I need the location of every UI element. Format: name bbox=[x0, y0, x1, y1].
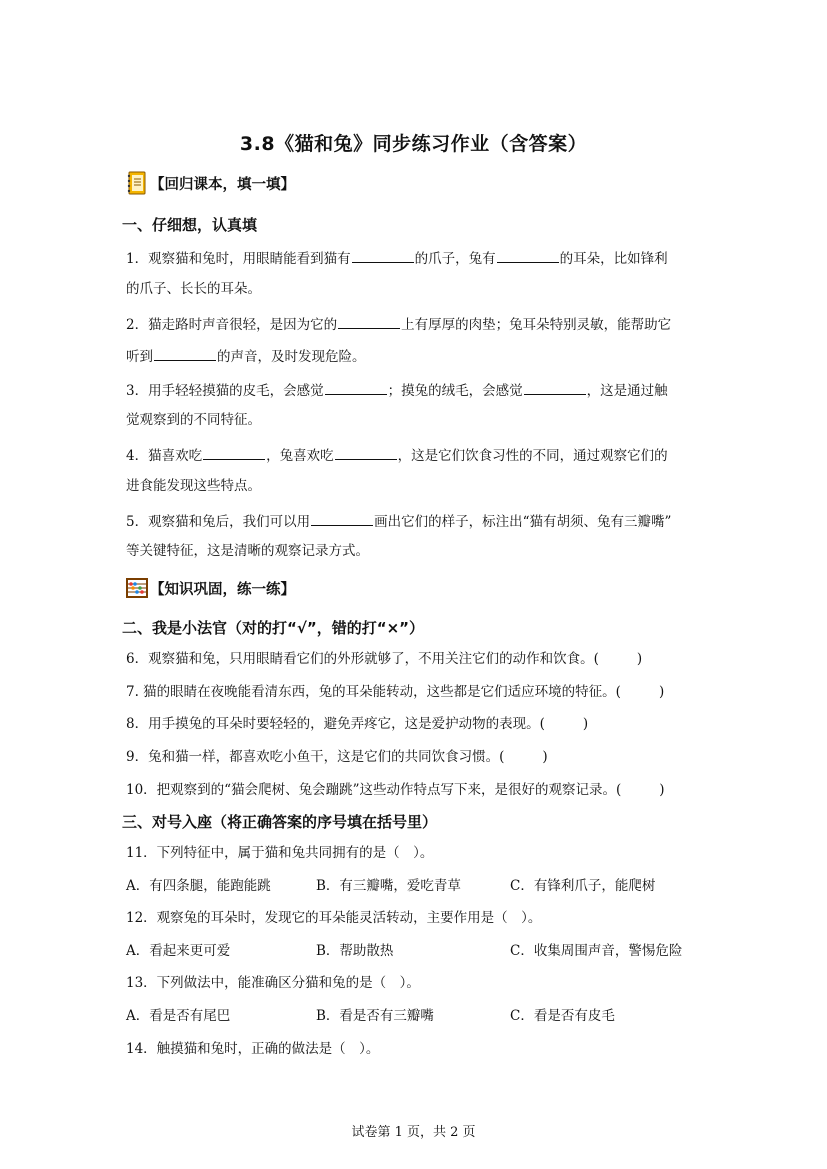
question-3-cont: 觉观察到的不同特征。 bbox=[126, 412, 261, 428]
answer-blank[interactable] bbox=[154, 345, 216, 361]
option-b[interactable]: B．有三瓣嘴，爱吃青草 bbox=[316, 878, 461, 894]
option-b[interactable]: B．看是否有三瓣嘴 bbox=[316, 1008, 434, 1024]
question-9: 9．兔和猫一样，都喜欢吃小鱼干，这是它们的共同饮食习惯。( ) bbox=[126, 749, 548, 765]
question-5-cont: 等关键特征，这是清晰的观察记录方式。 bbox=[126, 543, 369, 559]
question-1-cont: 的爪子、长长的耳朵。 bbox=[126, 281, 261, 297]
answer-blank[interactable] bbox=[352, 247, 414, 263]
answer-blank[interactable] bbox=[335, 444, 397, 460]
question-2-cont: 听到 的声音，及时发现危险。 bbox=[126, 345, 366, 366]
banner-label: 【知识巩固，练一练】 bbox=[150, 581, 295, 598]
option-a[interactable]: A．有四条腿，能跑能跳 bbox=[126, 878, 271, 894]
notebook-icon bbox=[126, 171, 148, 195]
option-b[interactable]: B．帮助散热 bbox=[316, 943, 394, 959]
question-14: 14．触摸猫和兔时，正确的做法是（ ）。 bbox=[126, 1041, 380, 1057]
answer-blank[interactable] bbox=[497, 247, 559, 263]
question-10: 10．把观察到的“猫会爬树、兔会蹦跳”这些动作特点写下来，是很好的观察记录。( ) bbox=[126, 782, 665, 798]
section-heading-true-false: 二、我是小法官（对的打“√”，错的打“×”） bbox=[122, 619, 425, 637]
question-3: 3．用手轻轻摸猫的皮毛，会感觉 ；摸兔的绒毛，会感觉 ，这是通过触 bbox=[126, 379, 668, 400]
question-5: 5．观察猫和兔后，我们可以用 画出它们的样子，标注出“猫有胡须、兔有三瓣嘴” bbox=[126, 510, 671, 531]
question-7: 7. 猫的眼睛在夜晚能看清东西，兔的耳朵能转动，这些都是它们适应环境的特征。( ) bbox=[126, 684, 665, 700]
section-heading-fill: 一、仔细想，认真填 bbox=[122, 216, 258, 234]
abacus-icon bbox=[126, 576, 148, 600]
section-heading-multiple-choice: 三、对号入座（将正确答案的序号填在括号里） bbox=[122, 813, 438, 831]
option-c[interactable]: C．有锋利爪子，能爬树 bbox=[510, 878, 656, 894]
question-12: 12．观察兔的耳朵时，发现它的耳朵能灵活转动，主要作用是（ ）。 bbox=[126, 910, 542, 926]
question-6: 6．观察猫和兔，只用眼睛看它们的外形就够了，不用关注它们的动作和饮食。( ) bbox=[126, 651, 643, 667]
question-11-options bbox=[126, 877, 706, 895]
section-banner-review bbox=[126, 171, 295, 195]
option-c[interactable]: C．看是否有皮毛 bbox=[510, 1008, 615, 1024]
option-a[interactable]: A．看是否有尾巴 bbox=[126, 1008, 231, 1024]
answer-blank[interactable] bbox=[325, 379, 387, 395]
option-a[interactable]: A．看起来更可爱 bbox=[126, 943, 231, 959]
question-13-options bbox=[126, 1007, 706, 1025]
answer-blank[interactable] bbox=[338, 313, 400, 329]
question-2: 2．猫走路时声音很轻，是因为它的 上有厚厚的肉垫；兔耳朵特别灵敏，能帮助它 bbox=[126, 313, 671, 334]
question-12-options bbox=[126, 942, 706, 960]
question-8: 8．用手摸兔的耳朵时要轻轻的，避免弄疼它，这是爱护动物的表现。( ) bbox=[126, 716, 589, 732]
question-1: 1．观察猫和兔时，用眼睛能看到猫有 的爪子，兔有 的耳朵，比如锋利 bbox=[126, 247, 668, 268]
answer-blank[interactable] bbox=[311, 510, 373, 526]
answer-blank[interactable] bbox=[524, 379, 586, 395]
question-11: 11．下列特征中，属于猫和兔共同拥有的是（ ）。 bbox=[126, 845, 434, 861]
page-title: 3.8《猫和兔》同步练习作业（含答案） bbox=[239, 133, 588, 155]
question-4-cont: 进食能发现这些特点。 bbox=[126, 478, 261, 494]
answer-blank[interactable] bbox=[203, 444, 265, 460]
question-4: 4．猫喜欢吃 ，兔喜欢吃 ，这是它们饮食习性的不同，通过观察它们的 bbox=[126, 444, 668, 465]
section-banner-practice bbox=[126, 576, 295, 600]
option-c[interactable]: C．收集周围声音，警惕危险 bbox=[510, 943, 683, 959]
page-footer: 试卷第 1 页，共 2 页 bbox=[351, 1125, 476, 1140]
banner-label: 【回归课本，填一填】 bbox=[150, 176, 295, 193]
question-13: 13．下列做法中，能准确区分猫和兔的是（ ）。 bbox=[126, 975, 420, 991]
